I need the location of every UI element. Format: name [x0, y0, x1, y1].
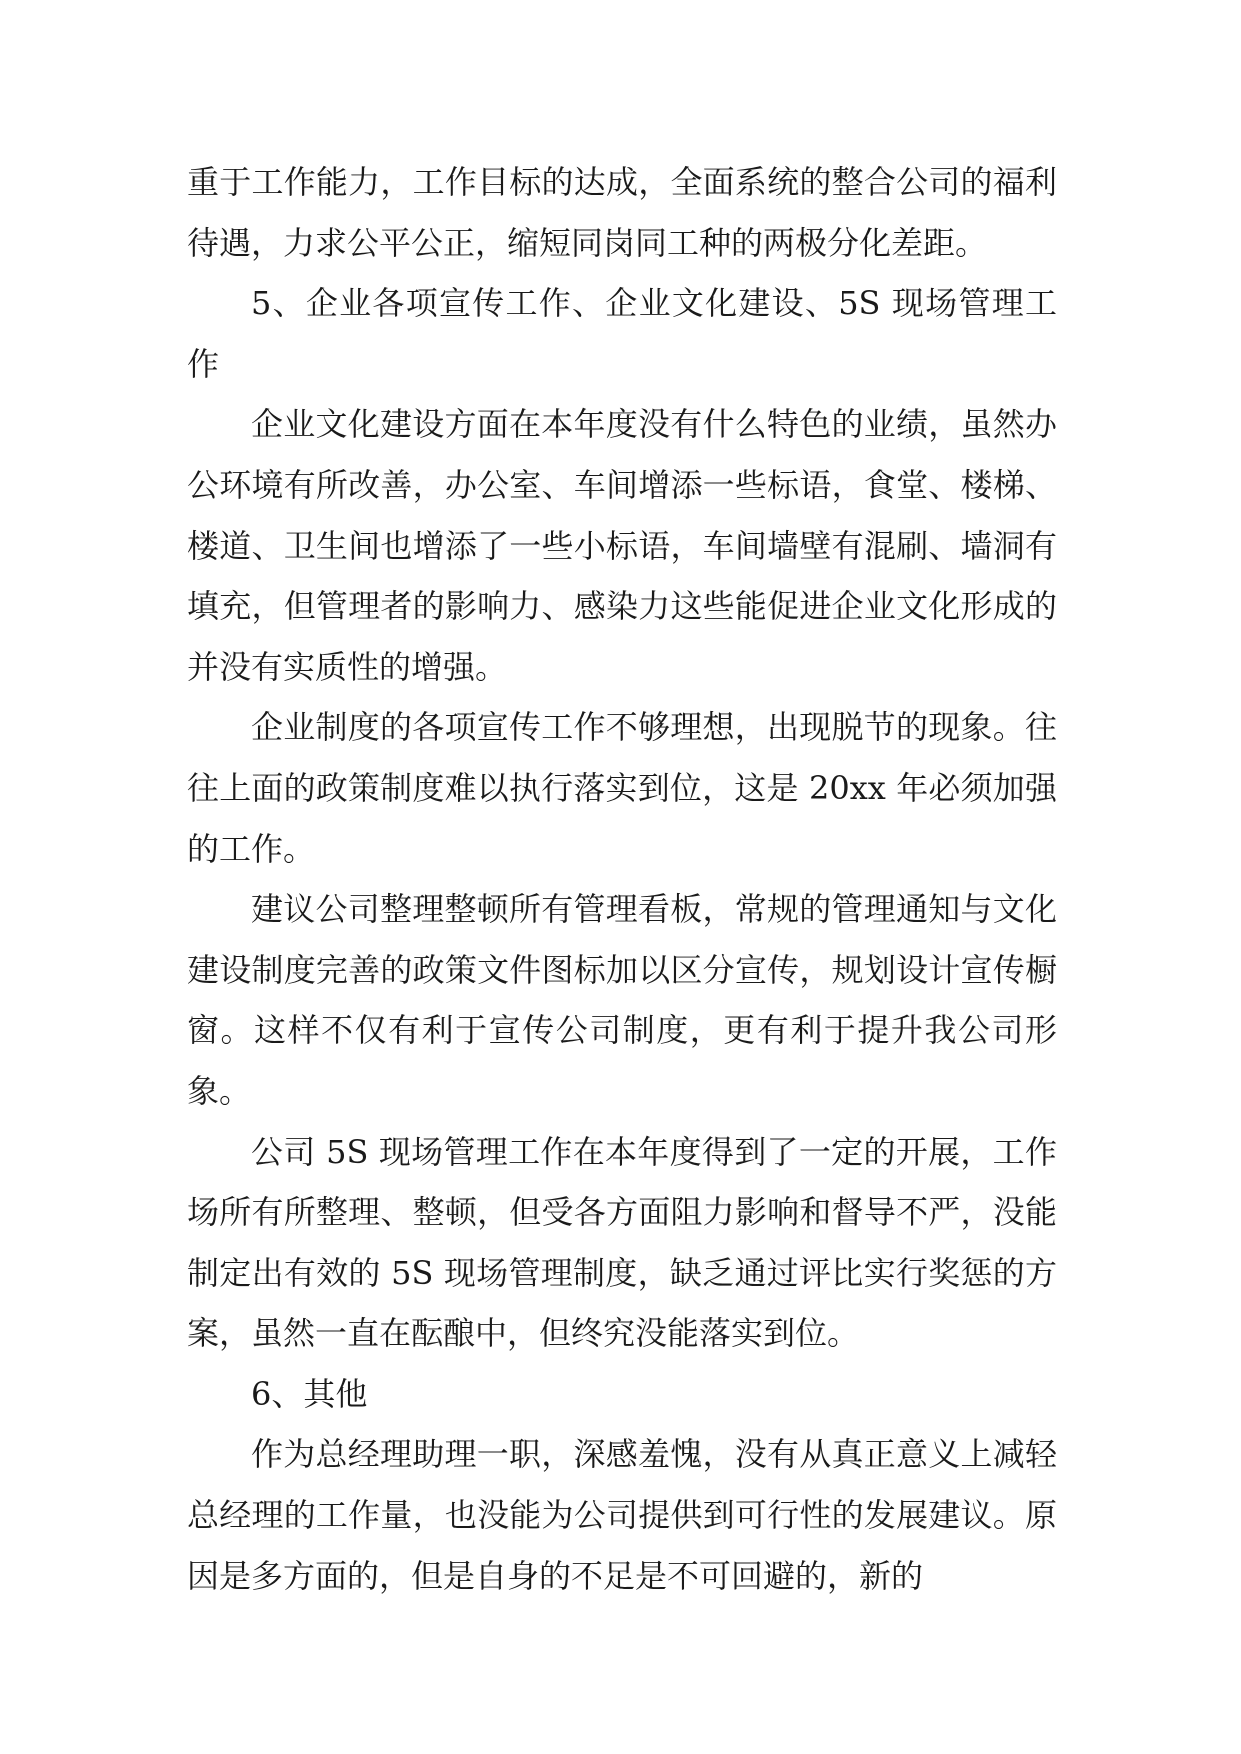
paragraph-continuation: 重于工作能力，工作目标的达成，全面系统的整合公司的福利待遇，力求公平公正，缩短同岗同工种的两极分化差距。 [187, 163, 1057, 262]
paragraph: 建议公司整理整顿所有管理看板，常规的管理通知与文化建设制度完善的政策文件图标加以区分宣传，规划设计宣传橱窗。这样不仅有利于宣传公司制度，更有利于提升我公司形象。 [187, 890, 1057, 1110]
document-body [187, 152, 1057, 1606]
paragraph: 企业制度的各项宣传工作不够理想，出现脱节的现象。往往上面的政策制度难以执行落实到位，这是 20xx 年必须加强的工作。 [187, 708, 1057, 868]
paragraph: 作为总经理助理一职，深感羞愧，没有从真正意义上减轻总经理的工作量，也没能为公司提供到可行性的发展建议。原因是多方面的，但是自身的不足是不可回避的，新的 [187, 1435, 1057, 1595]
paragraph: 公司 5S 现场管理工作在本年度得到了一定的开展，工作场所有所整理、整顿，但受各方面阻力影响和督导不严，没能制定出有效的 5S 现场管理制度，缺乏通过评比实行奖惩的方案，虽然一直在酝酿中，但终究没能落实到位。 [187, 1132, 1057, 1353]
paragraph: 企业文化建设方面在本年度没有什么特色的业绩，虽然办公环境有所改善，办公室、车间增添一些标语，食堂、楼梯、楼道、卫生间也增添了一些小标语，车间墙壁有混刷、墙洞有填充，但管理者的影响力、感染力这些能促进企业文化形成的并没有实质性的增强。 [187, 405, 1057, 686]
section-heading-6: 6、其他 [251, 1374, 368, 1413]
section-heading-5: 5、企业各项宣传工作、企业文化建设、5S 现场管理工作 [187, 284, 1057, 383]
